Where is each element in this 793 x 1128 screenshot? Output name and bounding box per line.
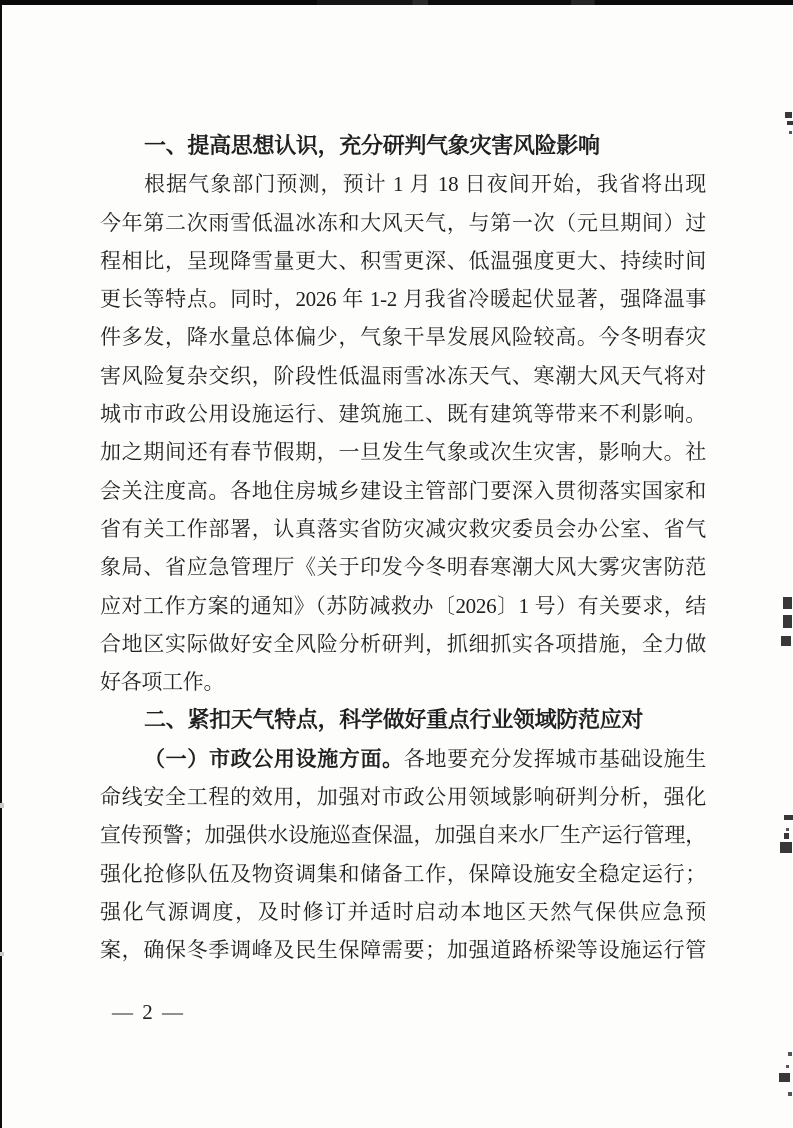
scan-artifact — [779, 1073, 790, 1082]
scan-artifact — [0, 952, 4, 956]
body-line: 害风险复杂交织，阶段性低温雨雪冰冻天气、寒潮大风天气将对 — [100, 363, 706, 388]
scan-artifact — [786, 828, 789, 831]
scan-bottom-edge-band — [0, 0, 793, 5]
body-line: 加之期间还有春节假期，一旦发生气象或次生灾害，影响大。社 — [100, 440, 706, 465]
body-line: 合地区实际做好安全风险分析研判，抓细抓实各项措施，全力做 — [100, 631, 706, 656]
page-number: — 2 — — [112, 1000, 185, 1024]
scan-artifact — [785, 112, 792, 118]
body-line: 更长等特点。同时，2026 年 1-2 月我省冷暖起伏显著，强降温事 — [100, 287, 706, 312]
body-line: 象局、省应急管理厅《关于印发今冬明春寒潮大风大雾灾害防范 — [100, 555, 706, 580]
body-line: 好各项工作。 — [100, 670, 225, 695]
body-line: 件多发，降水量总体偏少，气象干旱发展风险较高。今冬明春灾 — [100, 325, 706, 350]
scan-artifact — [789, 131, 792, 134]
body-line: 强化气源调度，及时修订并适时启动本地区天然气保供应急预 — [100, 899, 706, 924]
body-line: 宣传预警；加强供水设施巡查保温，加强自来水厂生产运行管理， — [100, 823, 706, 848]
body-line: 强化抢修队伍及物资调集和储备工作，保障设施安全稳定运行； — [100, 861, 706, 886]
scan-left-edge-line — [0, 0, 2, 1128]
scan-artifact — [784, 815, 793, 820]
body-line: 省有关工作部署，认真落实省防灾减灾救灾委员会办公室、省气 — [100, 516, 706, 541]
body-line-text: 各地要充分发挥城市基础设施生 — [403, 746, 706, 771]
body-line: 会关注度高。各地住房城乡建设主管部门要深入贯彻落实国家和 — [100, 478, 706, 503]
scan-artifact — [786, 1065, 789, 1068]
scan-artifact — [787, 121, 793, 125]
scan-artifact — [783, 597, 792, 609]
scan-artifact — [783, 615, 792, 628]
body-line: 城市市政公用设施运行、建筑施工、既有建筑等带来不利影响。 — [100, 402, 706, 427]
scan-artifact — [780, 842, 792, 853]
body-line: 程相比，呈现降雪量更大、积雪更深、低温强度更大、持续时间 — [100, 248, 706, 273]
body-line: 今年第二次雨雪低温冰冻和大风天气，与第一次（元旦期间）过 — [100, 210, 706, 235]
body-line: 根据气象部门预测，预计 1 月 18 日夜间开始，我省将出现 — [144, 172, 706, 197]
subsection-1-lead: （一）市政公用设施方面。 — [144, 747, 404, 771]
scan-artifact — [788, 1092, 792, 1096]
body-line: 命线安全工程的效用，加强对市政公用领域影响研判分析，强化 — [100, 785, 706, 810]
scan-artifact — [781, 636, 791, 646]
section-1-heading: 一、提高思想认识，充分研判气象灾害风险影响 — [144, 133, 600, 158]
body-line: 案，确保冬季调峰及民生保障需要；加强道路桥梁等设施运行管 — [100, 938, 706, 963]
body-line — [100, 740, 706, 778]
scan-artifact — [0, 803, 4, 808]
scan-artifact — [784, 833, 789, 839]
section-2-heading: 二、紧扣天气特点，科学做好重点行业领域防范应对 — [144, 707, 644, 733]
document-body — [100, 127, 706, 970]
scan-artifact — [788, 1052, 792, 1056]
body-line: 应对工作方案的通知》（苏防减救办〔2026〕1 号）有关要求，结 — [100, 593, 706, 618]
